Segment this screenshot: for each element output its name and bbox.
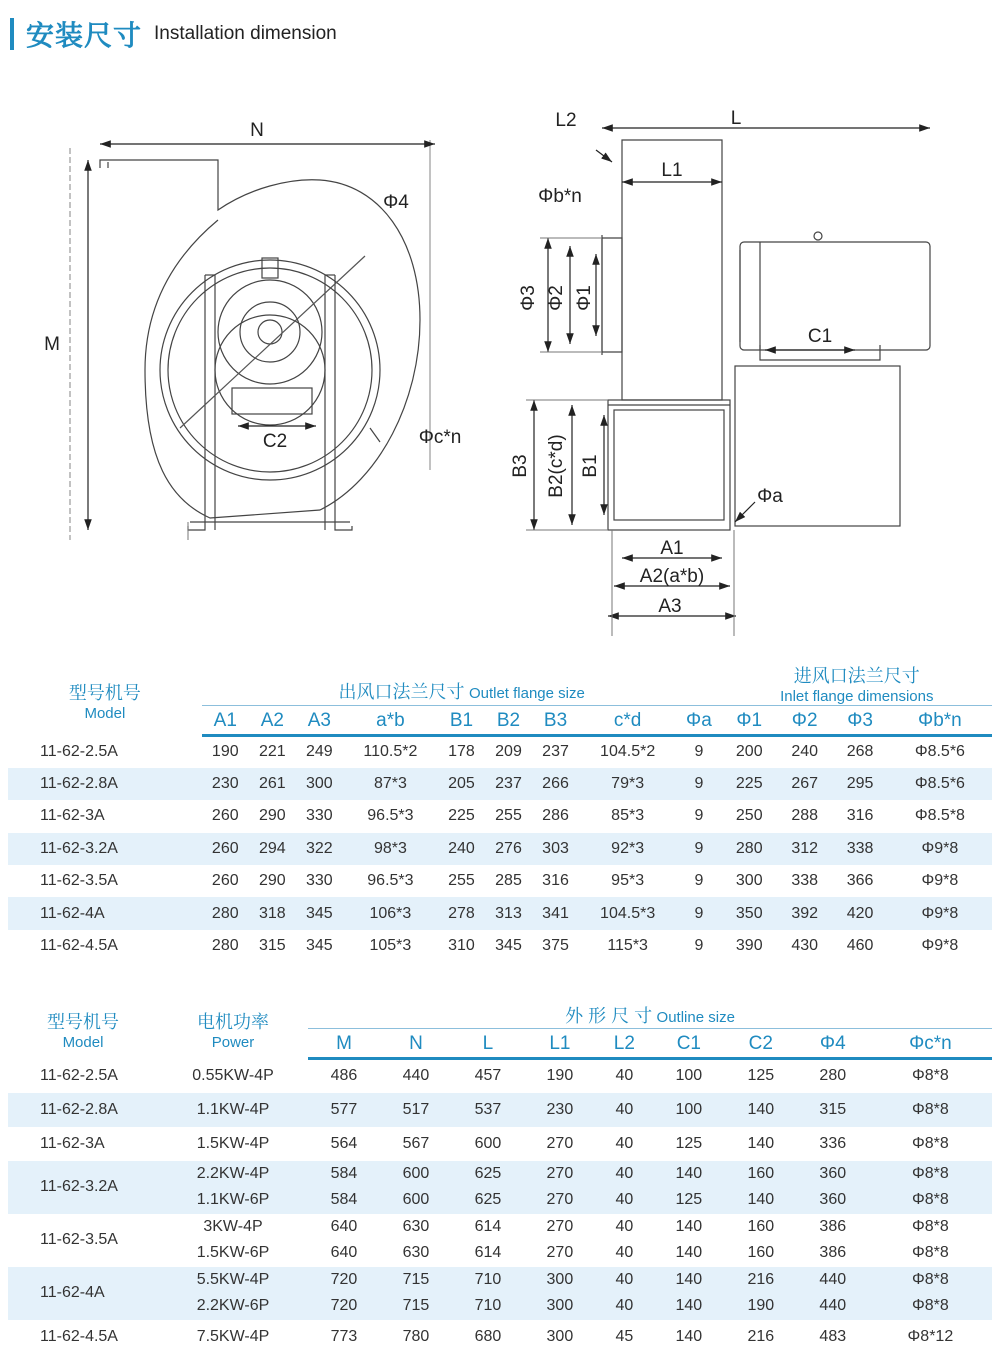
table-cell: 294	[249, 833, 296, 865]
table-cell: 625	[452, 1187, 524, 1214]
label-phi3: Φ3	[518, 285, 539, 311]
table-cell: 98*3	[343, 833, 438, 865]
table-cell: 1.5KW-4P	[196, 1134, 270, 1152]
table-cell: 315	[258, 937, 286, 955]
model-header-en: Model	[84, 704, 126, 722]
table-cell: 110.5*2	[363, 743, 418, 761]
table-cell: 140	[653, 1293, 725, 1320]
table-cell: 85*3	[611, 807, 645, 825]
table-cell: 584	[308, 1161, 380, 1188]
table-cell: Φ9*8	[888, 897, 992, 929]
table-cell: 40	[615, 1067, 634, 1085]
model-cell: 11-62-3A	[40, 1134, 105, 1152]
header-title-en: Installation dimension	[154, 23, 337, 44]
table-cell: 286	[542, 807, 569, 825]
column-header: Φb*n	[888, 706, 992, 736]
table-row	[8, 1059, 992, 1093]
column-header: C2	[725, 1029, 797, 1059]
table-cell: 316	[846, 807, 874, 825]
table-cell: 9	[694, 743, 704, 761]
installation-drawing-svg	[0, 70, 1000, 650]
table-cell: 270	[546, 1244, 574, 1262]
model-header-cn: 型号机号	[68, 682, 141, 703]
table-cell: 7.5KW-4P	[196, 1327, 270, 1345]
table-cell: Φ8.5*6	[888, 768, 992, 800]
table-cell: 140	[675, 1244, 703, 1262]
table-cell: 140	[725, 1093, 797, 1127]
table-cell: 300	[546, 1327, 574, 1345]
table-cell: 266	[532, 768, 579, 800]
model-cell: 11-62-2.8A	[8, 1093, 158, 1127]
column-header: B3	[532, 706, 579, 736]
table-row	[8, 897, 992, 929]
column-header: B2	[485, 706, 532, 736]
table-cell: 255	[448, 872, 475, 890]
table-cell: 773	[330, 1327, 358, 1345]
table-row	[8, 1093, 992, 1127]
table-cell: 280	[202, 897, 249, 929]
table-row	[8, 1267, 992, 1294]
table-cell: 230	[524, 1093, 596, 1127]
label-L2: L2	[555, 110, 577, 131]
table-cell: 260	[202, 833, 249, 865]
table-cell: 140	[747, 1134, 775, 1152]
table-cell: 216	[725, 1267, 797, 1294]
header-title-cn: 安装尺寸	[26, 19, 143, 52]
flange-size-table	[8, 662, 992, 962]
table-cell: 392	[777, 897, 832, 929]
column-header: A2	[249, 706, 296, 736]
table-cell: 9	[694, 872, 704, 890]
model-cell: 11-62-2.5A	[40, 742, 118, 760]
table-cell: 300	[296, 768, 343, 800]
model-cell: 11-62-4.5A	[40, 937, 118, 955]
table-cell: 9	[676, 768, 721, 800]
table-cell: 486	[330, 1067, 358, 1085]
label-C2: C2	[262, 431, 288, 452]
table-cell: 140	[653, 1267, 725, 1294]
table-cell: Φ8*8	[869, 1293, 992, 1320]
outlet-header-cn: 出风口法兰尺寸	[338, 681, 465, 702]
inlet-group-header	[722, 662, 992, 706]
label-phi1: Φ1	[574, 285, 595, 311]
column-header: Φ2	[777, 706, 832, 736]
outline-group-header	[308, 996, 992, 1029]
table-cell: 105*3	[369, 937, 412, 955]
table-cell: 96.5*3	[367, 807, 414, 825]
table-cell: 270	[546, 1217, 574, 1235]
table-cell: Φ8.5*6	[914, 743, 965, 761]
table-cell: 2.2KW-4P	[158, 1161, 308, 1188]
table-cell: 260	[211, 872, 239, 890]
table-cell: 288	[791, 807, 819, 825]
table-cell: 625	[452, 1161, 524, 1188]
table-cell: 280	[819, 1067, 847, 1085]
table-cell: 715	[380, 1267, 452, 1294]
table-cell: 300	[524, 1293, 596, 1320]
table-row	[8, 736, 992, 768]
table-cell: 9	[694, 807, 704, 825]
table-cell: 9	[694, 937, 704, 955]
header-accent-bar	[10, 18, 14, 50]
model-cell: 11-62-4.5A	[40, 1327, 118, 1345]
table-cell: 95*3	[611, 872, 645, 890]
table-row	[8, 1214, 992, 1241]
table-cell: 140	[675, 1327, 703, 1345]
table-cell: 40	[596, 1161, 653, 1188]
table-cell: 249	[305, 743, 333, 761]
table-cell: 430	[791, 937, 819, 955]
table-row	[8, 930, 992, 962]
table-cell: 330	[305, 807, 333, 825]
label-phia: Φa	[757, 486, 783, 507]
table-row	[8, 1161, 992, 1188]
table-cell: 341	[532, 897, 579, 929]
table-row	[8, 1127, 992, 1161]
table-cell: 160	[747, 1244, 775, 1262]
outline-header-cn: 外 形 尺 寸	[565, 1006, 653, 1026]
table-cell: 366	[846, 872, 874, 890]
column-header: M	[308, 1029, 380, 1059]
table-cell: 3KW-4P	[203, 1217, 263, 1235]
table-cell: 318	[249, 897, 296, 929]
model-cell: 11-62-3.5A	[40, 1231, 118, 1248]
table-cell: 440	[402, 1067, 430, 1085]
label-phic-n: Φc*n	[418, 427, 462, 448]
table-cell: 360	[797, 1187, 869, 1214]
table-cell: Φ9*8	[921, 872, 959, 890]
table-cell: 350	[722, 897, 777, 929]
table-cell: 267	[777, 768, 832, 800]
power-header-cn: 电机功率	[197, 1011, 269, 1032]
table-cell: 290	[258, 872, 286, 890]
table-cell: 310	[448, 937, 475, 955]
power-header	[158, 996, 308, 1059]
model-cell: 11-62-4A	[8, 897, 202, 929]
table-cell: 285	[495, 872, 522, 890]
table-cell: 40	[596, 1093, 653, 1127]
table-cell: 564	[330, 1134, 358, 1152]
column-header: A1	[202, 706, 249, 736]
table-cell: 5.5KW-4P	[158, 1267, 308, 1294]
table-cell: 312	[777, 833, 832, 865]
table-cell: 600	[474, 1134, 502, 1152]
side-view	[602, 140, 930, 530]
column-header: L	[452, 1029, 524, 1059]
table-cell: 780	[402, 1327, 430, 1345]
table-cell: 9	[676, 833, 721, 865]
table-cell: 216	[747, 1327, 775, 1345]
table-cell: Φ8*8	[869, 1161, 992, 1188]
table-cell: 345	[495, 937, 522, 955]
table-cell: 104.5*3	[579, 897, 676, 929]
table-cell: 640	[330, 1244, 358, 1262]
label-B1: B1	[580, 454, 601, 478]
table-cell: 330	[305, 872, 333, 890]
table-cell: 280	[722, 833, 777, 865]
table-cell: 237	[542, 743, 569, 761]
table-cell: 386	[819, 1244, 847, 1262]
table-cell: Φ8*8	[911, 1067, 949, 1085]
table-cell: 440	[797, 1267, 869, 1294]
table-cell: 710	[452, 1293, 524, 1320]
table-cell: 160	[747, 1217, 775, 1235]
model-header-2	[8, 996, 158, 1059]
table-cell: 300	[524, 1267, 596, 1294]
table-cell: 209	[495, 743, 522, 761]
column-header: c*d	[579, 706, 676, 736]
table-cell: 680	[474, 1327, 502, 1345]
column-header: Φ3	[832, 706, 887, 736]
section-header	[10, 14, 337, 54]
table-cell: 720	[308, 1293, 380, 1320]
table-cell: 600	[380, 1187, 452, 1214]
label-A3: A3	[658, 596, 682, 617]
table-cell: 280	[211, 937, 239, 955]
label-phi4: Φ4	[383, 192, 409, 213]
column-header: C1	[653, 1029, 725, 1059]
table-cell: 104.5*2	[600, 743, 656, 761]
table-cell: 0.55KW-4P	[192, 1066, 274, 1084]
table-cell: 295	[832, 768, 887, 800]
table-cell: Φ9*8	[921, 937, 959, 955]
outlet-group-header	[202, 662, 722, 706]
table-cell: Φ8*8	[911, 1244, 949, 1262]
outline-table-body	[8, 1059, 992, 1354]
model-cell: 11-62-3.2A	[8, 833, 202, 865]
table-cell: 190	[546, 1067, 574, 1085]
model-header	[8, 662, 202, 736]
table-cell: 336	[819, 1134, 847, 1152]
table-cell: 440	[797, 1293, 869, 1320]
table-cell: Φ8*12	[907, 1327, 954, 1345]
model-cell: 11-62-3A	[40, 807, 105, 825]
label-B2: B2(c*d)	[546, 434, 567, 498]
column-header: A3	[296, 706, 343, 736]
front-view	[70, 140, 430, 540]
table-cell: 715	[380, 1293, 452, 1320]
table-cell: 537	[452, 1093, 524, 1127]
table-cell: 270	[524, 1161, 596, 1188]
table-cell: 290	[258, 807, 286, 825]
table-cell: 1.5KW-6P	[196, 1244, 270, 1262]
column-header: N	[380, 1029, 452, 1059]
table-cell: Φ8*8	[911, 1134, 949, 1152]
model-cell: 11-62-2.8A	[8, 768, 202, 800]
table-cell: 230	[202, 768, 249, 800]
table-cell: 278	[438, 897, 485, 929]
table-cell: 630	[402, 1217, 430, 1235]
table-cell: 140	[675, 1217, 703, 1235]
table-cell: Φ8*8	[869, 1187, 992, 1214]
table-cell: 268	[846, 743, 874, 761]
table-cell: 420	[832, 897, 887, 929]
table-cell: 240	[791, 743, 819, 761]
table-cell: 261	[249, 768, 296, 800]
table-cell: 1.1KW-4P	[158, 1093, 308, 1127]
column-header: L2	[596, 1029, 653, 1059]
label-phib-n: Φb*n	[538, 186, 582, 207]
table-cell: 40	[596, 1267, 653, 1294]
table-cell: 205	[438, 768, 485, 800]
table-row	[8, 865, 992, 897]
column-header: B1	[438, 706, 485, 736]
model-cell: 11-62-2.5A	[40, 1066, 118, 1084]
table-cell: 140	[725, 1187, 797, 1214]
table-cell: 567	[402, 1134, 430, 1152]
label-M: M	[44, 334, 60, 355]
table-cell: 250	[735, 807, 763, 825]
table-cell: 710	[452, 1267, 524, 1294]
table-cell: 517	[380, 1093, 452, 1127]
table-row	[8, 1320, 992, 1354]
table-cell: 614	[474, 1217, 502, 1235]
table-cell: 190	[725, 1293, 797, 1320]
table-cell: 40	[615, 1217, 634, 1235]
model-cell: 11-62-4A	[8, 1267, 158, 1320]
table-cell: 178	[448, 743, 475, 761]
table-cell: Φ8*8	[911, 1217, 949, 1235]
table-cell: Φ9*8	[888, 833, 992, 865]
table-cell: 338	[832, 833, 887, 865]
outlet-header-en: Outlet flange size	[468, 684, 585, 702]
inlet-header-cn: 进风口法兰尺寸	[793, 666, 920, 686]
table-cell: 313	[485, 897, 532, 929]
table-cell: Φ8.5*8	[914, 807, 965, 825]
table-cell: 1.1KW-6P	[158, 1187, 308, 1214]
table-cell: 316	[542, 872, 569, 890]
table-cell: 270	[524, 1187, 596, 1214]
flange-table-body	[8, 736, 992, 963]
column-header: Φ1	[722, 706, 777, 736]
table-cell: 106*3	[343, 897, 438, 929]
table-cell: 190	[211, 743, 239, 761]
table-cell: 460	[846, 937, 874, 955]
table-cell: 322	[296, 833, 343, 865]
table-cell: 390	[735, 937, 763, 955]
table-cell: 2.2KW-6P	[158, 1293, 308, 1320]
model-cell: 11-62-3.2A	[8, 1161, 158, 1214]
model-header-2-en: Model	[62, 1033, 104, 1051]
table-cell: 40	[615, 1134, 634, 1152]
table-cell: 577	[308, 1093, 380, 1127]
table-cell: 100	[675, 1067, 703, 1085]
table-cell: 360	[797, 1161, 869, 1188]
installation-drawing	[0, 70, 1000, 650]
table-cell: 125	[675, 1134, 703, 1152]
table-cell: 100	[653, 1093, 725, 1127]
table-cell: 345	[296, 897, 343, 929]
table-cell: 600	[380, 1161, 452, 1188]
table-cell: 9	[676, 897, 721, 929]
table-cell: 225	[722, 768, 777, 800]
table-cell: 315	[797, 1093, 869, 1127]
label-A1: A1	[660, 538, 684, 559]
column-header: Φa	[676, 706, 721, 736]
inlet-header-en: Inlet flange dimensions	[780, 688, 934, 705]
table-cell: 96.5*3	[367, 872, 414, 890]
table-cell: 345	[305, 937, 333, 955]
table-cell: Φ8*8	[869, 1093, 992, 1127]
label-phi2: Φ2	[546, 285, 567, 311]
table-cell: 640	[330, 1217, 358, 1235]
table-cell: 255	[495, 807, 522, 825]
table-cell: 457	[474, 1067, 502, 1085]
table-cell: 40	[596, 1293, 653, 1320]
table-row	[8, 800, 992, 832]
table-cell: 720	[308, 1267, 380, 1294]
column-header: Φ4	[797, 1029, 869, 1059]
label-L: L	[730, 108, 742, 129]
label-B3: B3	[510, 454, 531, 478]
table-cell: 87*3	[343, 768, 438, 800]
table-cell: 115*3	[607, 937, 648, 955]
label-C1: C1	[807, 326, 833, 347]
power-header-en: Power	[211, 1033, 255, 1051]
column-header: Φc*n	[869, 1029, 992, 1059]
table-cell: 630	[402, 1244, 430, 1262]
table-row	[8, 833, 992, 865]
table-cell: 92*3	[579, 833, 676, 865]
table-cell: 338	[791, 872, 819, 890]
label-N: N	[250, 120, 264, 141]
table-row	[8, 768, 992, 800]
table-cell: 40	[596, 1187, 653, 1214]
model-header-2-cn: 型号机号	[47, 1011, 119, 1032]
table-cell: 240	[438, 833, 485, 865]
table-cell: 125	[653, 1187, 725, 1214]
table-cell: 200	[735, 743, 763, 761]
table-cell: 300	[735, 872, 763, 890]
table-cell: 483	[819, 1327, 847, 1345]
label-L1: L1	[661, 160, 683, 181]
label-A2: A2(a*b)	[639, 566, 705, 587]
column-header: L1	[524, 1029, 596, 1059]
table-cell: 614	[474, 1244, 502, 1262]
table-cell: 270	[546, 1134, 574, 1152]
model-cell: 11-62-3.5A	[40, 872, 118, 890]
table-cell: 303	[532, 833, 579, 865]
table-cell: 386	[819, 1217, 847, 1235]
table-cell: 375	[542, 937, 569, 955]
outline-size-table	[8, 996, 992, 1354]
column-header: a*b	[343, 706, 438, 736]
table-cell: 140	[653, 1161, 725, 1188]
table-cell: 225	[448, 807, 475, 825]
table-cell: 237	[485, 768, 532, 800]
table-cell: 40	[615, 1244, 634, 1262]
table-cell: 260	[211, 807, 239, 825]
table-cell: 276	[485, 833, 532, 865]
table-cell: Φ8*8	[869, 1267, 992, 1294]
table-cell: 125	[747, 1067, 775, 1085]
table-cell: 584	[308, 1187, 380, 1214]
table-cell: 221	[258, 743, 286, 761]
table-cell: 160	[725, 1161, 797, 1188]
table-cell: 79*3	[579, 768, 676, 800]
table-cell: 45	[615, 1327, 634, 1345]
outline-header-en: Outline size	[656, 1009, 735, 1026]
